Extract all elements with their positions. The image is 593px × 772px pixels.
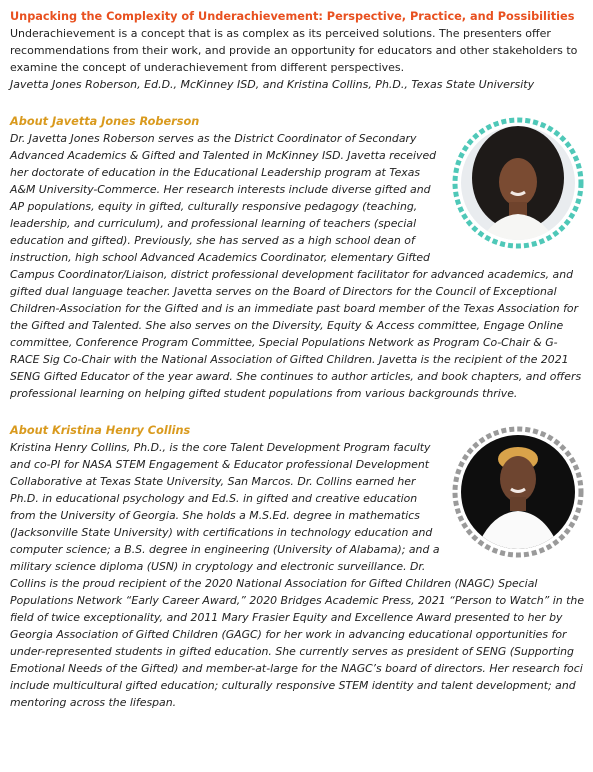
bio-heading-collins: About Kristina Henry Collins xyxy=(10,424,191,437)
bio-text-collins: Kristina Henry Collins, Ph.D., is the core Talent Development Program faculty and co-PI for NASA STEM Engagement & Educator professional Development Collaborative at Texas State University, San Marcos. Dr. Collins earned her Ph.D. in educational psychology and Ed.S. in gifted and creative education from the University of Georgia. She holds a M.S.Ed. degree in mathematics (Jacksonville State University) with certifications in technology education and computer science; a B.S. degree in engineering (University of Alabama); and a military science diploma (USN) in cryptology and electronic surveillance. Dr. Collins is the proud recipient of the 2020 National Association for Gifted Children (NAGC) Special Populations Network “Early Career Award,” 2020 Bridges Academic Press, 2021 “Person to Watch” in the field of twice exceptionality, and 2011 Mary Frasier Equity and Excellence Award presented to her by Georgia Association of Gifted Children (GAGC) for her work in advancing educational opportunities for under-represented students in gifted education. She currently serves as president of SENG (Supporting Emotional Needs of the Gifted) and member-at-large for the NAGC’s board of directors. Her research foci include multicultural gifted education; culturally responsive STEM identity and talent development; and mentoring across the lifespan. xyxy=(10,441,585,709)
session-presenters: Javetta Jones Roberson, Ed.D., McKinney ISD, and Kristina Collins, Ph.D., Texas State University xyxy=(10,78,535,91)
page-content xyxy=(10,8,585,711)
bio-heading-roberson: About Javetta Jones Roberson xyxy=(10,115,200,128)
session-description: Underachievement is a concept that is as complex as its perceived solutions. The presenters offer recommendations from their work, and provide an opportunity for educators and other stakeholders to examine the concept of underachievement from different perspectives. xyxy=(10,27,578,74)
portrait-collins xyxy=(451,425,585,559)
bio-text-roberson: Dr. Javetta Jones Roberson serves as the District Coordinator of Secondary Advanced Academics & Gifted and Talented in McKinney ISD. Javetta received her doctorate of education in the Educational Leadership program at Texas A&M University-Commerce. Her research interests include diverse gifted and AP populations, equity in gifted, culturally responsive pedagogy (teaching, leadership, and curriculum), and professional learning of teachers (special education and gifted). Previously, she has served as a high school dean of instruction, high school Advanced Academics Coordinator, elementary Gifted Campus Coordinator/Liaison, district professional development facilitator for advanced academics, and gifted dual language teacher. Javetta serves on the Board of Directors for the Council of Exceptional Children-Association for the Gifted and is an immediate past board member of the Texas Association for the Gifted and Talented. She also serves on the Diversity, Equity & Access committee, Engage Online committee, Conference Program Committee, Special Populations Network as Program Co-Chair & G-RACE Sig Co-Chair with the National Association of Gifted Children. Javetta is the recipient of the 2021 SENG Gifted Educator of the year award. She continues to author articles, and book chapters, and offers professional learning on helping gifted student populations from various backgrounds thrive. xyxy=(10,132,582,400)
session-title: Unpacking the Complexity of Underachievement: Perspective, Practice, and Possibilities xyxy=(10,10,575,23)
bio-section-collins xyxy=(10,422,585,711)
bio-section-roberson xyxy=(10,113,585,402)
portrait-roberson xyxy=(451,116,585,250)
